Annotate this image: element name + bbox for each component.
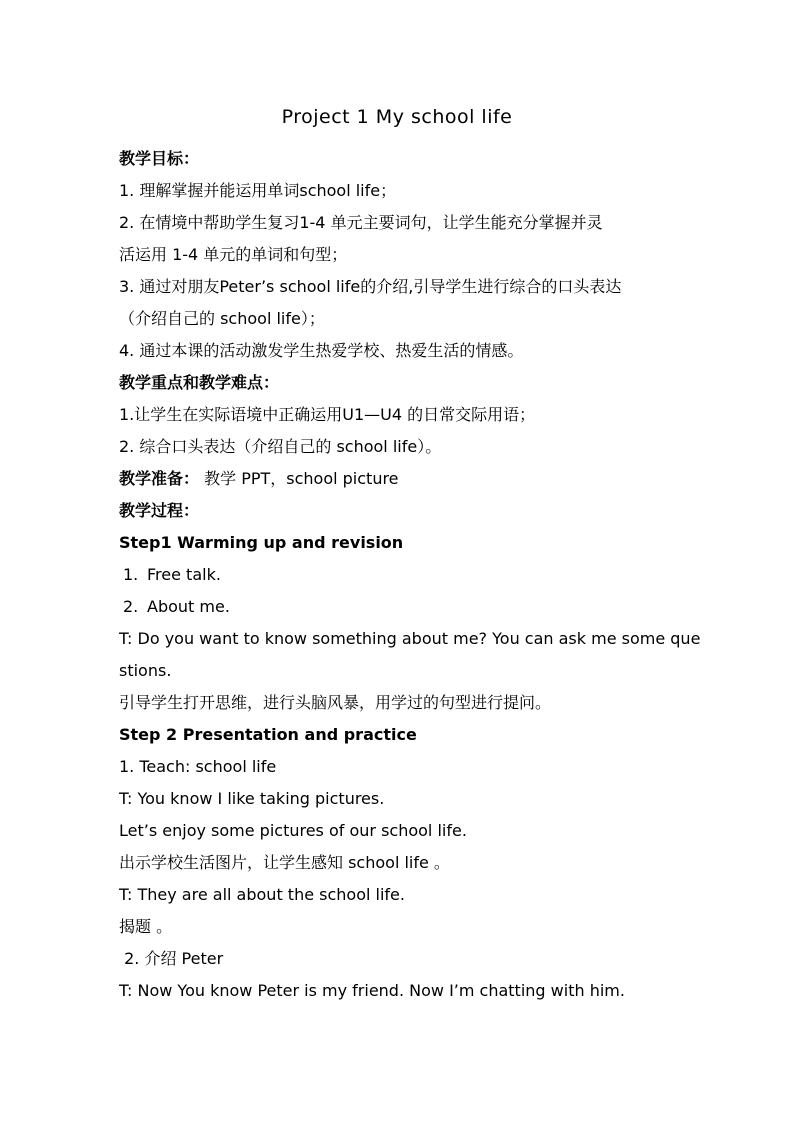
instruction-brainstorm: 引导学生打开思维，进行头脑风暴，用学过的句型进行提问。 — [119, 693, 552, 712]
preparation-value: 教学 PPT，school picture — [199, 469, 399, 488]
key-point-1: 1.让学生在实际语境中正确运用U1—U4 的日常交际用语； — [119, 405, 536, 424]
objective-2: 2. 在情境中帮助学生复习1-4 单元主要词句，让学生能充分掌握并灵 — [119, 213, 603, 232]
teacher-line-5: T: Now You know Peter is my friend. Now I’m chatting with him. — [119, 981, 625, 1000]
step1-item-1 — [119, 562, 679, 594]
section-heading-process: 教学过程： — [119, 501, 200, 520]
list-item-text: Free talk. — [147, 565, 221, 584]
instruction-reveal-topic: 揭题 。 — [119, 917, 173, 936]
objective-1: 1. 理解掌握并能运用单词school life； — [119, 181, 397, 200]
teacher-line-1-continued: stions. — [119, 661, 172, 680]
objective-4: 4. 通过本课的活动激发学生热爱学校、热爱生活的情感。 — [119, 341, 524, 360]
document-body — [119, 146, 701, 1010]
list-number: 1. — [123, 565, 139, 584]
objective-2-continued: 活运用 1-4 单元的单词和句型； — [119, 245, 348, 264]
section-heading-objectives: 教学目标： — [119, 149, 200, 168]
teacher-line-3: Let’s enjoy some pictures of our school life. — [119, 821, 467, 840]
preparation-line — [119, 466, 679, 498]
step2-item-1: 1. Teach: school life — [119, 757, 277, 776]
key-point-2: 2. 综合口头表达（介绍自己的 school life）。 — [119, 437, 442, 456]
step1-heading: Step1 Warming up and revision — [119, 533, 404, 552]
teacher-line-2: T: You know I like taking pictures. — [119, 789, 385, 808]
section-heading-key-points: 教学重点和教学难点： — [119, 373, 280, 392]
step1-item-2 — [119, 594, 679, 626]
preparation-label: 教学准备： — [119, 469, 200, 488]
list-number: 2. — [123, 597, 139, 616]
list-item-text: About me. — [147, 597, 230, 616]
teacher-line-4: T: They are all about the school life. — [119, 885, 405, 904]
step2-item-2: 2. 介绍 Peter — [119, 949, 224, 968]
teacher-line-1: T: Do you want to know something about me? You can ask me some que — [119, 629, 701, 648]
objective-3: 3. 通过对朋友Peter’s school life的介绍,引导学生进行综合的口头表达 — [119, 277, 622, 296]
instruction-show-pictures: 出示学校生活图片，让学生感知 school life 。 — [119, 853, 450, 872]
step2-heading: Step 2 Presentation and practice — [119, 725, 417, 744]
document-title: Project 1 My school life — [281, 106, 513, 128]
objective-3-continued: （介绍自己的 school life）； — [119, 309, 325, 328]
